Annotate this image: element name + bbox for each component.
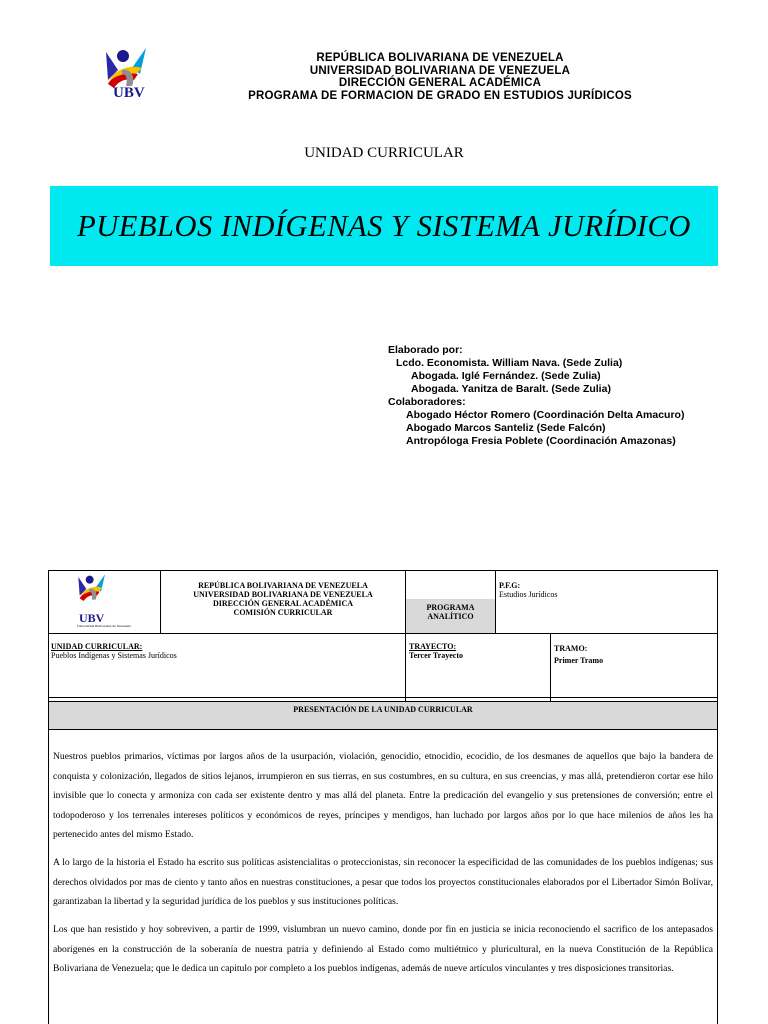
tramo-value: Primer Tramo xyxy=(554,656,604,665)
form-logo xyxy=(59,573,149,631)
programa-analitico-cell xyxy=(406,599,495,633)
form-header xyxy=(161,581,405,617)
paragraph-1: Nuestros pueblos primarios, víctimas por largos años de la usurpación, violación, genocidio, etnocidio, ecocidio, de los desmanes de aquellos que bajo la bandera de conquista y colonización, llegados de sitios lejanos, irrumpieron en sus tierras, en sus costumbres, en su cultura, en sus creencias, y mas allá, pretendieron cortar ese hilo invisible que lo conecta y armoniza con cada ser existente dentro y mas allá del planeta. Entre la predicación del evangelio y sus pretensiones de conversión; entre el todopoderoso y los terrenales intereses políticos y económicos de reyes, príncipes y mendigos, han luchado por largos años por lo que hace milenios de años les ha pertenecido antes del mismo Estado. xyxy=(53,751,713,840)
trayecto-value: Tercer Trayecto xyxy=(409,651,463,660)
unidad-cell xyxy=(51,642,401,660)
form-header-line-3: DIRECCIÓN GENERAL ACADÉMICA xyxy=(212,599,353,608)
ubv-logo xyxy=(96,46,160,106)
section-title: PRESENTACIÓN DE LA UNIDAD CURRICULAR xyxy=(49,702,717,730)
trayecto-cell xyxy=(409,642,547,660)
trayecto-label: TRAYECTO: xyxy=(409,642,457,651)
title-banner xyxy=(50,186,718,266)
header-line-3: DIRECCIÓN GENERAL ACADÉMICA xyxy=(338,77,542,89)
unidad-curricular-label: UNIDAD CURRICULAR xyxy=(304,145,464,161)
institution-header xyxy=(200,52,680,102)
pfg-cell xyxy=(499,581,709,599)
author-2: Abogada. Iglé Fernández. (Sede Zulia) xyxy=(411,370,601,382)
form-logo-text: UBV xyxy=(79,611,105,625)
collaborator-1: Abogado Héctor Romero (Coordinación Delta Amacuro) xyxy=(406,409,685,421)
form-logo-subtext: Universidad Bolivariana de Venezuela xyxy=(77,624,131,628)
collaborator-3: Antropóloga Fresia Poblete (Coordinación Amazonas) xyxy=(406,435,676,447)
programa-line-1: PROGRAMA xyxy=(426,603,475,612)
unidad-form-value: Pueblos Indígenas y Sistemas Jurídicos xyxy=(51,651,177,660)
course-title: PUEBLOS INDÍGENAS Y SISTEMA JURÍDICO xyxy=(77,208,691,243)
pfg-value: Estudios Jurídicos xyxy=(499,590,558,599)
collaborator-2: Abogado Marcos Santeliz (Sede Falcón) xyxy=(406,422,606,434)
author-3: Abogada. Yanitza de Baralt. (Sede Zulia) xyxy=(411,383,611,395)
tramo-label: TRAMO: xyxy=(554,644,588,653)
ubv-logo-small-icon xyxy=(69,573,117,613)
header-line-1: REPÚBLICA BOLIVARIANA DE VENEZUELA xyxy=(316,52,564,64)
form-header-line-4: COMISIÓN CURRICULAR xyxy=(233,608,333,617)
tramo-cell xyxy=(554,644,714,665)
form-header-line-1: REPÚBLICA BOLIVARIANA DE VENEZUELA xyxy=(198,581,368,590)
logo-text: UBV xyxy=(113,85,145,101)
form-header-line-2: UNIVERSIDAD BOLIVARIANA DE VENEZUELA xyxy=(193,590,373,599)
paragraph-2: A lo largo de la historia el Estado ha escrito sus políticas asistencialitas o proteccionistas, sin reconocer la especificidad de las comunidades de los pueblos indígenas; sus derechos olvidados por mas de ciento y tanto años en nuestras constituciones, a pesar que todos los proyectos constitucionales elaborados por el Libertador Simón Bolívar, garantizaban la libertad y la seguridad jurídica de los pueblos y sus instituciones políticas. xyxy=(53,857,713,907)
unidad-form-label: UNIDAD CURRICULAR: xyxy=(51,642,143,651)
programa-line-2: ANALÍTICO xyxy=(427,612,474,621)
header-line-4: PROGRAMA DE FORMACION DE GRADO EN ESTUDIOS JURÍDICOS xyxy=(248,89,632,102)
program-form xyxy=(48,570,718,1024)
credits xyxy=(388,344,748,448)
header-line-2: UNIVERSIDAD BOLIVARIANA DE VENEZUELA xyxy=(309,64,571,77)
pfg-label: P.F.G: xyxy=(499,581,521,590)
colaboradores-label: Colaboradores: xyxy=(388,396,466,408)
author-1: Lcdo. Economista. William Nava. (Sede Zulia) xyxy=(396,357,623,369)
paragraph-3: Los que han resistido y hoy sobreviven, a partir de 1999, vislumbran un nuevo camino, donde por fin en justicia se inicia reconociendo el sacrifico de los antepasados aborígenes en la construcción de la soberanía de nuestra patria y definiendo al Estado como multiétnico y pluricultural, en la nueva Constitución de la República Bolivariana de Venezuela; que le dedica un capitulo por completo a los pueblos indígenas, además de nueve artículos vinculantes y tres disposiciones transitorias. xyxy=(53,924,713,974)
elaborado-label: Elaborado por: xyxy=(388,344,463,356)
